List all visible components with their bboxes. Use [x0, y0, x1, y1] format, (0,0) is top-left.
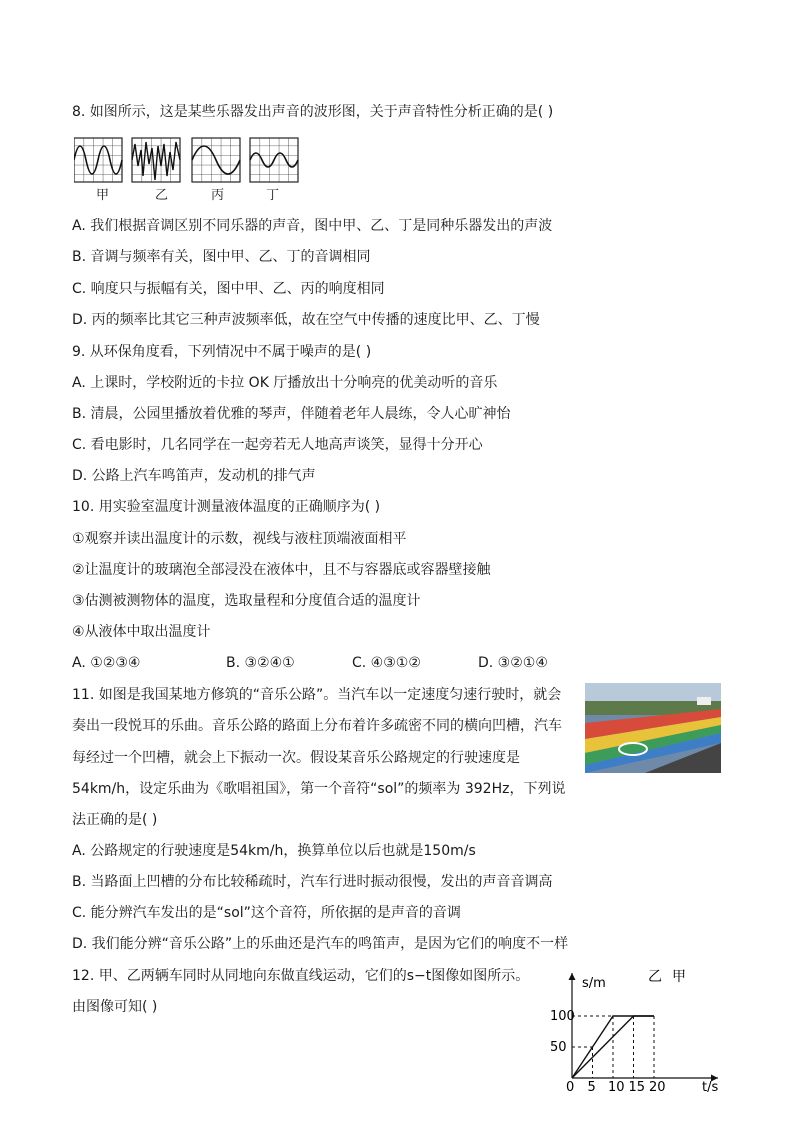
x-tick-label: 5 [587, 1080, 596, 1095]
x-tick-label: 15 [628, 1080, 646, 1095]
x-tick-label: 20 [649, 1080, 666, 1095]
wave-panel-bing [192, 138, 240, 182]
y-tick-label: 50 [550, 1040, 567, 1055]
q8-option-d: D. 丙的频率比其它三种声波频率低，故在空气中传播的速度比甲、乙、丁慢 [72, 312, 540, 328]
q10-step-3: ③估测被测物体的温度，选取量程和分度值合适的温度计 [72, 593, 421, 609]
wave-label-yi: 乙 [155, 188, 169, 203]
y-tick-label: 100 [550, 1009, 575, 1024]
series-label-yi: 乙 [648, 969, 662, 985]
wave-panel-ding [250, 138, 298, 182]
q11-option-b: B. 当路面上凹槽的分布比较稀疏时，汽车行进时振动很慢，发出的声音音调高 [72, 874, 553, 890]
y-axis-label: s/m [582, 976, 606, 991]
q11-option-a: A. 公路规定的行驶速度是54km/h，换算单位以后也就是150m/s [72, 843, 476, 859]
wave-panel-jia [74, 138, 122, 182]
q11-stem-line-1: 11. 如图是我国某地方修筑的“音乐公路”。当汽车以一定速度匀速行驶时，就会 [72, 687, 562, 703]
st-graph [540, 965, 730, 1095]
q10-option-d: D. ③②①④ [478, 655, 548, 671]
q10-option-c: C. ④③①② [352, 655, 421, 671]
q9-option-c: C. 看电影时，几名同学在一起旁若无人地高声谈笑，显得十分开心 [72, 437, 483, 453]
series-label-jia: 甲 [672, 969, 686, 985]
q10-step-2: ②让温度计的玻璃泡全部浸没在液体中，且不与容器底或容器壁接触 [72, 562, 491, 578]
q8-option-c: C. 响度只与振幅有关，图中甲、乙、丙的响度相同 [72, 281, 385, 297]
x-axis-label: t/s [702, 1080, 719, 1095]
q8-option-b: B. 音调与频率有关，图中甲、乙、丁的音调相同 [72, 249, 371, 265]
q9-stem: 9. 从环保角度看，下列情况中不属于噪声的是( ) [72, 344, 372, 360]
q9-option-d: D. 公路上汽车鸣笛声，发动机的排气声 [72, 468, 316, 484]
wave-label-ding: 丁 [266, 188, 280, 203]
q8-option-a: A. 我们根据音调区别不同乐器的声音，图中甲、乙、丁是同种乐器发出的声波 [72, 218, 553, 234]
q11-stem-line-5: 法正确的是( ) [72, 812, 158, 828]
q10-option-b: B. ③②④① [226, 655, 295, 671]
q11-option-d: D. 我们能分辨“音乐公路”上的乐曲还是汽车的鸣笛声，是因为它们的响度不一样 [72, 936, 569, 952]
q10-option-a: A. ①②③④ [72, 655, 141, 671]
q10-step-4: ④从液体中取出温度计 [72, 624, 211, 640]
q11-stem-line-4: 54km/h，设定乐曲为《歌唱祖国》，第一个音符“sol”的频率为 392Hz，下列说 [72, 781, 566, 797]
q11-option-c: C. 能分辨汽车发出的是“sol”这个音符，所依据的是声音的音调 [72, 905, 461, 921]
q11-stem-line-3: 每经过一个凹槽，就会上下振动一次。假设某音乐公路规定的行驶速度是 [72, 750, 520, 766]
q12-stem-line-1: 12. 甲、乙两辆车同时从同地向东做直线运动，它们的s−t图像如图所示。 [72, 968, 530, 984]
origin-label: 0 [566, 1080, 575, 1095]
q11-stem-line-2: 奏出一段悦耳的乐曲。音乐公路的路面上分布着许多疏密不同的横向凹槽，汽车 [72, 718, 562, 734]
x-tick-label: 10 [608, 1080, 625, 1095]
q9-option-a: A. 上课时，学校附近的卡拉 OK 厅播放出十分响亮的优美动听的音乐 [72, 375, 498, 391]
music-road-photo [585, 683, 721, 773]
q10-stem: 10. 用实验室温度计测量液体温度的正确顺序为( ) [72, 499, 381, 515]
wave-panel-yi [132, 138, 180, 182]
wave-label-jia: 甲 [96, 188, 110, 203]
q8-stem: 8. 如图所示，这是某些乐器发出声音的波形图，关于声音特性分析正确的是( ) [72, 104, 554, 120]
wave-label-bing: 丙 [211, 188, 225, 203]
q12-stem-line-2: 由图像可知( ) [72, 999, 158, 1015]
q9-option-b: B. 清晨，公园里播放着优雅的琴声，伴随着老年人晨练，令人心旷神怡 [72, 406, 511, 422]
q10-step-1: ①观察并读出温度计的示数，视线与液柱顶端液面相平 [72, 531, 407, 547]
